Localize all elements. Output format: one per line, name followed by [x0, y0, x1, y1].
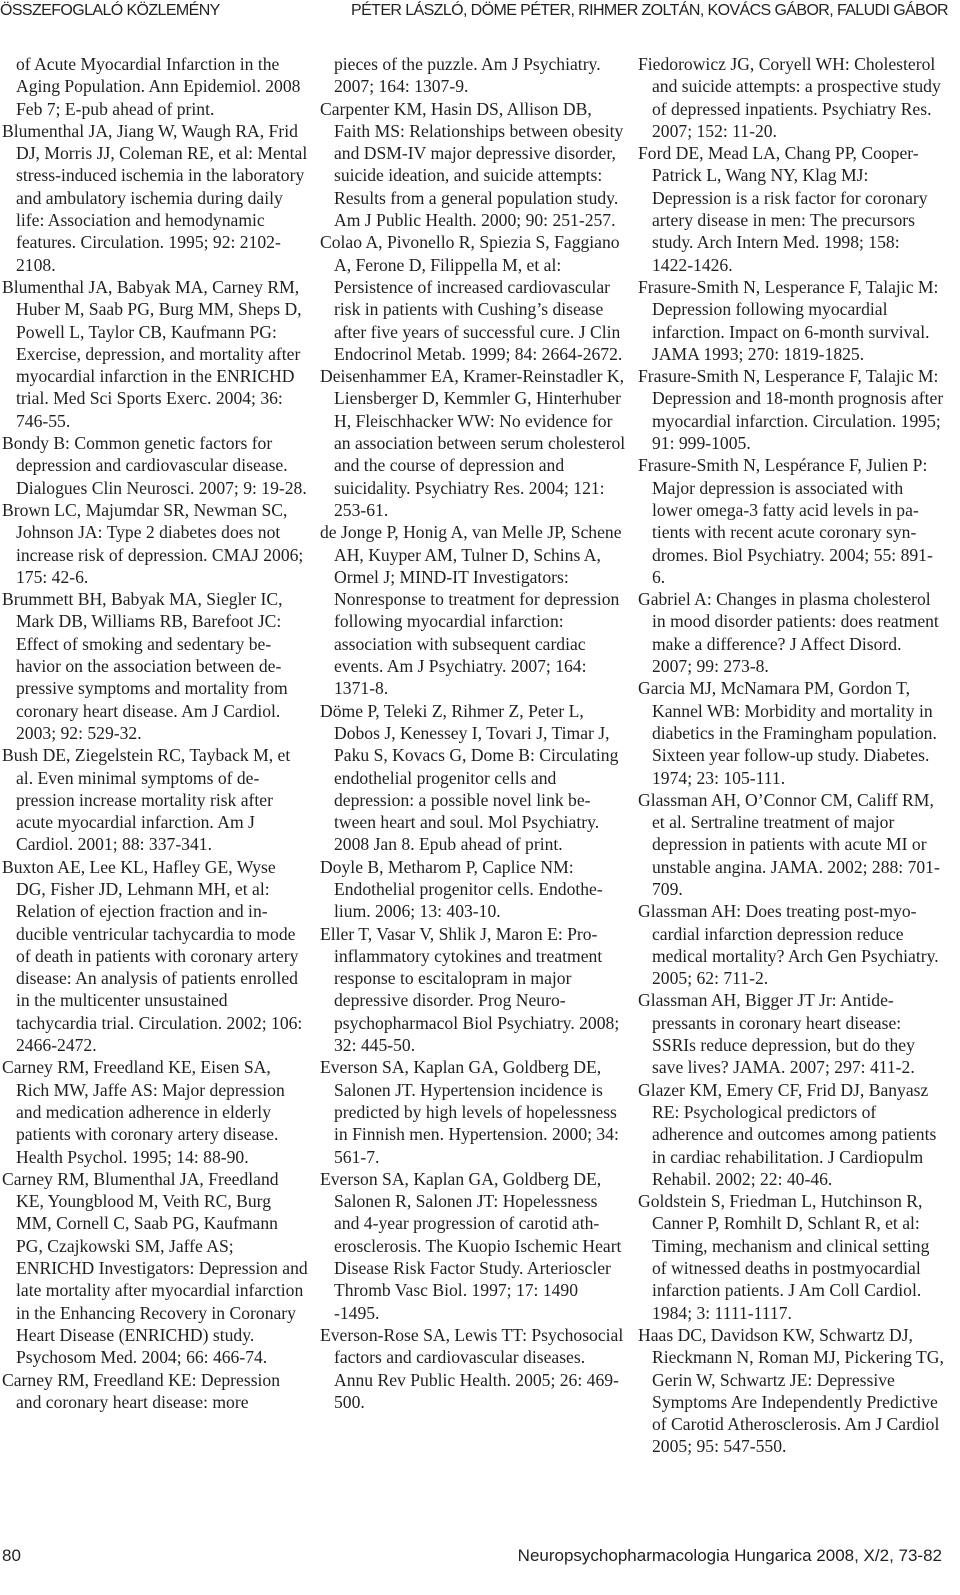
reference-entry: of Acute Myocardial Infarction in the Aging Population. Ann Epidemiol. 2008 Feb 7; E-pub ahead of print. [16, 54, 301, 119]
reference-column-1 [2, 53, 308, 1413]
reference-entry: Frasure-Smith N, Lesperance F, Talajic M: Depression and 18-month prognosis after myocardial infarction. Circulation. 1995; 91: 999-1005. [638, 366, 944, 454]
reference-entry: Frasure-Smith N, Lespérance F, Julien P: Major depression is associated with lower omega-3 fatty acid levels in patients with recent acute coronary syndromes. Biol Psychiatry. 2004; 55: 891-6. [638, 455, 933, 587]
reference-entry: Carney RM, Freedland KE: Depression and coronary heart disease: more [2, 1369, 281, 1412]
reference-entry: Eller T, Vasar V, Shlik J, Maron E: Pro-inflammatory cytokines and treatment response to escitalopram in major depressive disorder. Prog Neuropsychopharmacol Biol Psychiatry. 2008; 32: 445-50. [320, 923, 620, 1056]
authors-header: PÉTER LÁSZLÓ, DÖME PÉTER, RIHMER ZOLTÁN, KOVÁCS GÁBOR, FALUDI GÁBOR [351, 2, 948, 19]
reference-entry: Bondy B: Common genetic factors for depression and cardiovascular disease. Dialogues Clin Neurosci. 2007; 9: 19-28. [2, 433, 307, 498]
reference-entry: pieces of the puzzle. Am J Psychiatry. 2007; 164: 1307-9. [334, 54, 601, 97]
reference-entry: Gabriel A: Changes in plasma cholesterol in mood disorder patients: does reatment make a difference? J Affect Disord. 2007; 99: 273-8. [638, 589, 939, 677]
reference-entry: Döme P, Teleki Z, Rihmer Z, Peter L, Dobos J, Kenessey I, Tovari J, Timar J, Paku S, Kovacs G, Dome B: Circulating endothelial progenitor cells and depression: a possible novel link between heart and soul. Mol Psychiatry. 2008 Jan 8. Epub ahead of print. [320, 700, 619, 855]
reference-entry: Glassman AH, O’Connor CM, Califf RM, et al. Sertraline treatment of major depression in patients with acute MI or unstable angina. JAMA. 2002; 288: 701-709. [638, 789, 940, 899]
reference-column-2 [320, 53, 626, 1413]
reference-entry: Bush DE, Ziegelstein RC, Tayback M, et al. Even minimal symptoms of depression increase mortality risk after acute myocardial infarction. Am J Cardiol. 2001; 88: 337-341. [2, 745, 291, 855]
reference-entry: Glassman AH: Does treating post-myocardial infarction depression reduce medical mortality? Arch Gen Psychiatry. 2005; 62: 711-2. [638, 901, 939, 989]
reference-entry: Blumenthal JA, Jiang W, Waugh RA, Frid DJ, Morris JJ, Coleman RE, et al: Mental stress-induced ischemia in the laboratory and ambulatory ischemia during daily life: Association and hemodynamic features. Circulation. 1995; 92: 2102-2108. [2, 120, 308, 275]
reference-entry: Doyle B, Metharom P, Caplice NM: Endothelial progenitor cells. Endothelium. 2006; 13: 403-10. [320, 856, 603, 922]
reference-entry: Colao A, Pivonello R, Spiezia S, Faggiano A, Ferone D, Filippella M, et al: Persistence of increased cardiovascular risk in patients with Cushing’s disease after five years of successful cure. J Clin Endocrinol Metab. 1999; 84: 2664-2672. [320, 232, 623, 364]
reference-entry: Everson SA, Kaplan GA, Goldberg DE, Salonen JT. Hypertension incidence is predicted by high levels of hopelessness in Finnish men. Hypertension. 2000; 34: 561-7. [320, 1057, 619, 1167]
reference-entry: de Jonge P, Honig A, van Melle JP, Schene AH, Kuyper AM, Tulner D, Schins A, Ormel J; MIND-IT Investigators: Nonresponse to treatment for depression following myocardial infarction: association with subsequent cardiac events. Am J Psychiatry. 2007; 164: 1371-8. [320, 522, 622, 699]
reference-entry: Deisenhammer EA, Kramer-Reinstadler K, Liensberger D, Kemmler G, Hinterhuber H, Fleischhacker WW: No evidence for an association between serum cholesterol and the course of depression and suicidality. Psychiatry Res. 2004; 121: 253-61. [320, 366, 626, 520]
section-header: ÖSSZEFOGLALÓ KÖZLEMÉNY [0, 2, 220, 19]
page-number: 80 [2, 1546, 21, 1565]
reference-entry: Brown LC, Majumdar SR, Newman SC, Johnson JA: Type 2 diabetes does not increase risk of depression. CMAJ 2006; 175: 42-6. [2, 499, 304, 587]
reference-entry: Carney RM, Freedland KE, Eisen SA, Rich MW, Jaffe AS: Major depression and medication adherence in elderly patients with coronary artery disease. Health Psychol. 1995; 14: 88-90. [2, 1057, 285, 1167]
reference-entry: Garcia MJ, McNamara PM, Gordon T, Kannel WB: Morbidity and mortality in diabetics in the Framingham population. Sixteen year follow-up study. Diabetes. 1974; 23: 105-111. [638, 678, 937, 788]
reference-entry: Glazer KM, Emery CF, Frid DJ, Banyasz RE: Psychological predictors of adherence and outcomes among patients in cardiac rehabilitation. J Cardiopulm Rehabil. 2002; 22: 40-46. [638, 1079, 937, 1189]
journal-citation: Neuropsychopharmacologia Hungarica 2008, X/2, 73-82 [517, 1546, 942, 1565]
reference-entry: Everson SA, Kaplan GA, Goldberg DE, Salonen R, Salonen JT: Hopelessness and 4-year progression of carotid atherosclerosis. The Kuopio Ischemic Heart Disease Risk Factor Study. Arterioscler Thromb Vasc Biol. 1997; 17: 1490 -1495. [320, 1168, 622, 1323]
reference-column-3 [638, 53, 944, 1458]
reference-entry: Frasure-Smith N, Lesperance F, Talajic M: Depression following myocardial infarction. Impact on 6-month survival. JAMA 1993; 270: 1819-1825. [638, 276, 939, 364]
reference-entry: Glassman AH, Bigger JT Jr: Antidepressants in coronary heart disease: SSRIs reduce depression, but do they save lives? JAMA. 2007; 297: 411-2. [638, 990, 915, 1078]
reference-entry: Carney RM, Blumenthal JA, Freedland KE, Youngblood M, Veith RC, Burg MM, Cornell C, Saab PG, Kaufmann PG, Czajkowski SM, Jaffe AS; ENRICHD Investigators: Depression and late mortality after myocardial infarction in the Enhancing Recovery in Coronary Heart Disease (ENRICHD) study. Psychosom Med. 2004; 66: 466-74. [2, 1168, 308, 1368]
reference-entry: Brummett BH, Babyak MA, Siegler IC, Mark DB, Williams RB, Barefoot JC: Effect of smoking and sedentary behavior on the association between depressive symptoms and mortality from coronary heart disease. Am J Cardiol. 2003; 92: 529-32. [2, 589, 288, 743]
reference-entry: Everson-Rose SA, Lewis TT: Psychosocial factors and cardiovascular diseases. Annu Rev Public Health. 2005; 26: 469-500. [320, 1324, 624, 1412]
reference-entry: Blumenthal JA, Babyak MA, Carney RM, Huber M, Saab PG, Burg MM, Sheps D, Powell L, Taylor CB, Kaufmann PG: Exercise, depression, and mortality after myocardial infarction in the ENRICHD trial. Med Sci Sports Exerc. 2004; 36: 746-55. [2, 276, 302, 431]
reference-entry: Fiedorowicz JG, Coryell WH: Cholesterol and suicide attempts: a prospective study of depressed inpatients. Psychiatry Res. 2007; 152: 11-20. [638, 54, 941, 141]
reference-entry: Goldstein S, Friedman L, Hutchinson R, Canner P, Romhilt D, Schlant R, et al: Timing, mechanism and clinical setting of witnessed deaths in postmyocardial infarction patients. J Am Coll Cardiol. 1984; 3: 1111-1117. [638, 1191, 930, 1323]
reference-entry: Haas DC, Davidson KW, Schwartz DJ, Rieckmann N, Roman MJ, Pickering TG, Gerin W, Schwartz JE: Depressive Symptoms Are Independently Predictive of Carotid Atherosclerosis. Am J Cardiol 2005; 95: 547-550. [638, 1324, 944, 1457]
reference-entry: Ford DE, Mead LA, Chang PP, Cooper-Patrick L, Wang NY, Klag MJ: Depression is a risk factor for coronary artery disease in men: The precursors study. Arch Intern Med. 1998; 158: 1422-1426. [638, 143, 928, 275]
reference-entry: Buxton AE, Lee KL, Hafley GE, Wyse DG, Fisher JD, Lehmann MH, et al: Relation of ejection fraction and inducible ventricular tachycardia to mode of death in patients with coronary artery disease: An analysis of patients enrolled in the multicenter unsustained tachycardia trial. Circulation. 2002; 106: 2466-2472. [2, 856, 303, 1056]
reference-entry: Carpenter KM, Hasin DS, Allison DB, Faith MS: Relationships between obesity and DSM-IV major depressive disorder, suicide ideation, and suicide attempts: Results from a general population study. Am J Public Health. 2000; 90: 251-257. [320, 98, 624, 231]
